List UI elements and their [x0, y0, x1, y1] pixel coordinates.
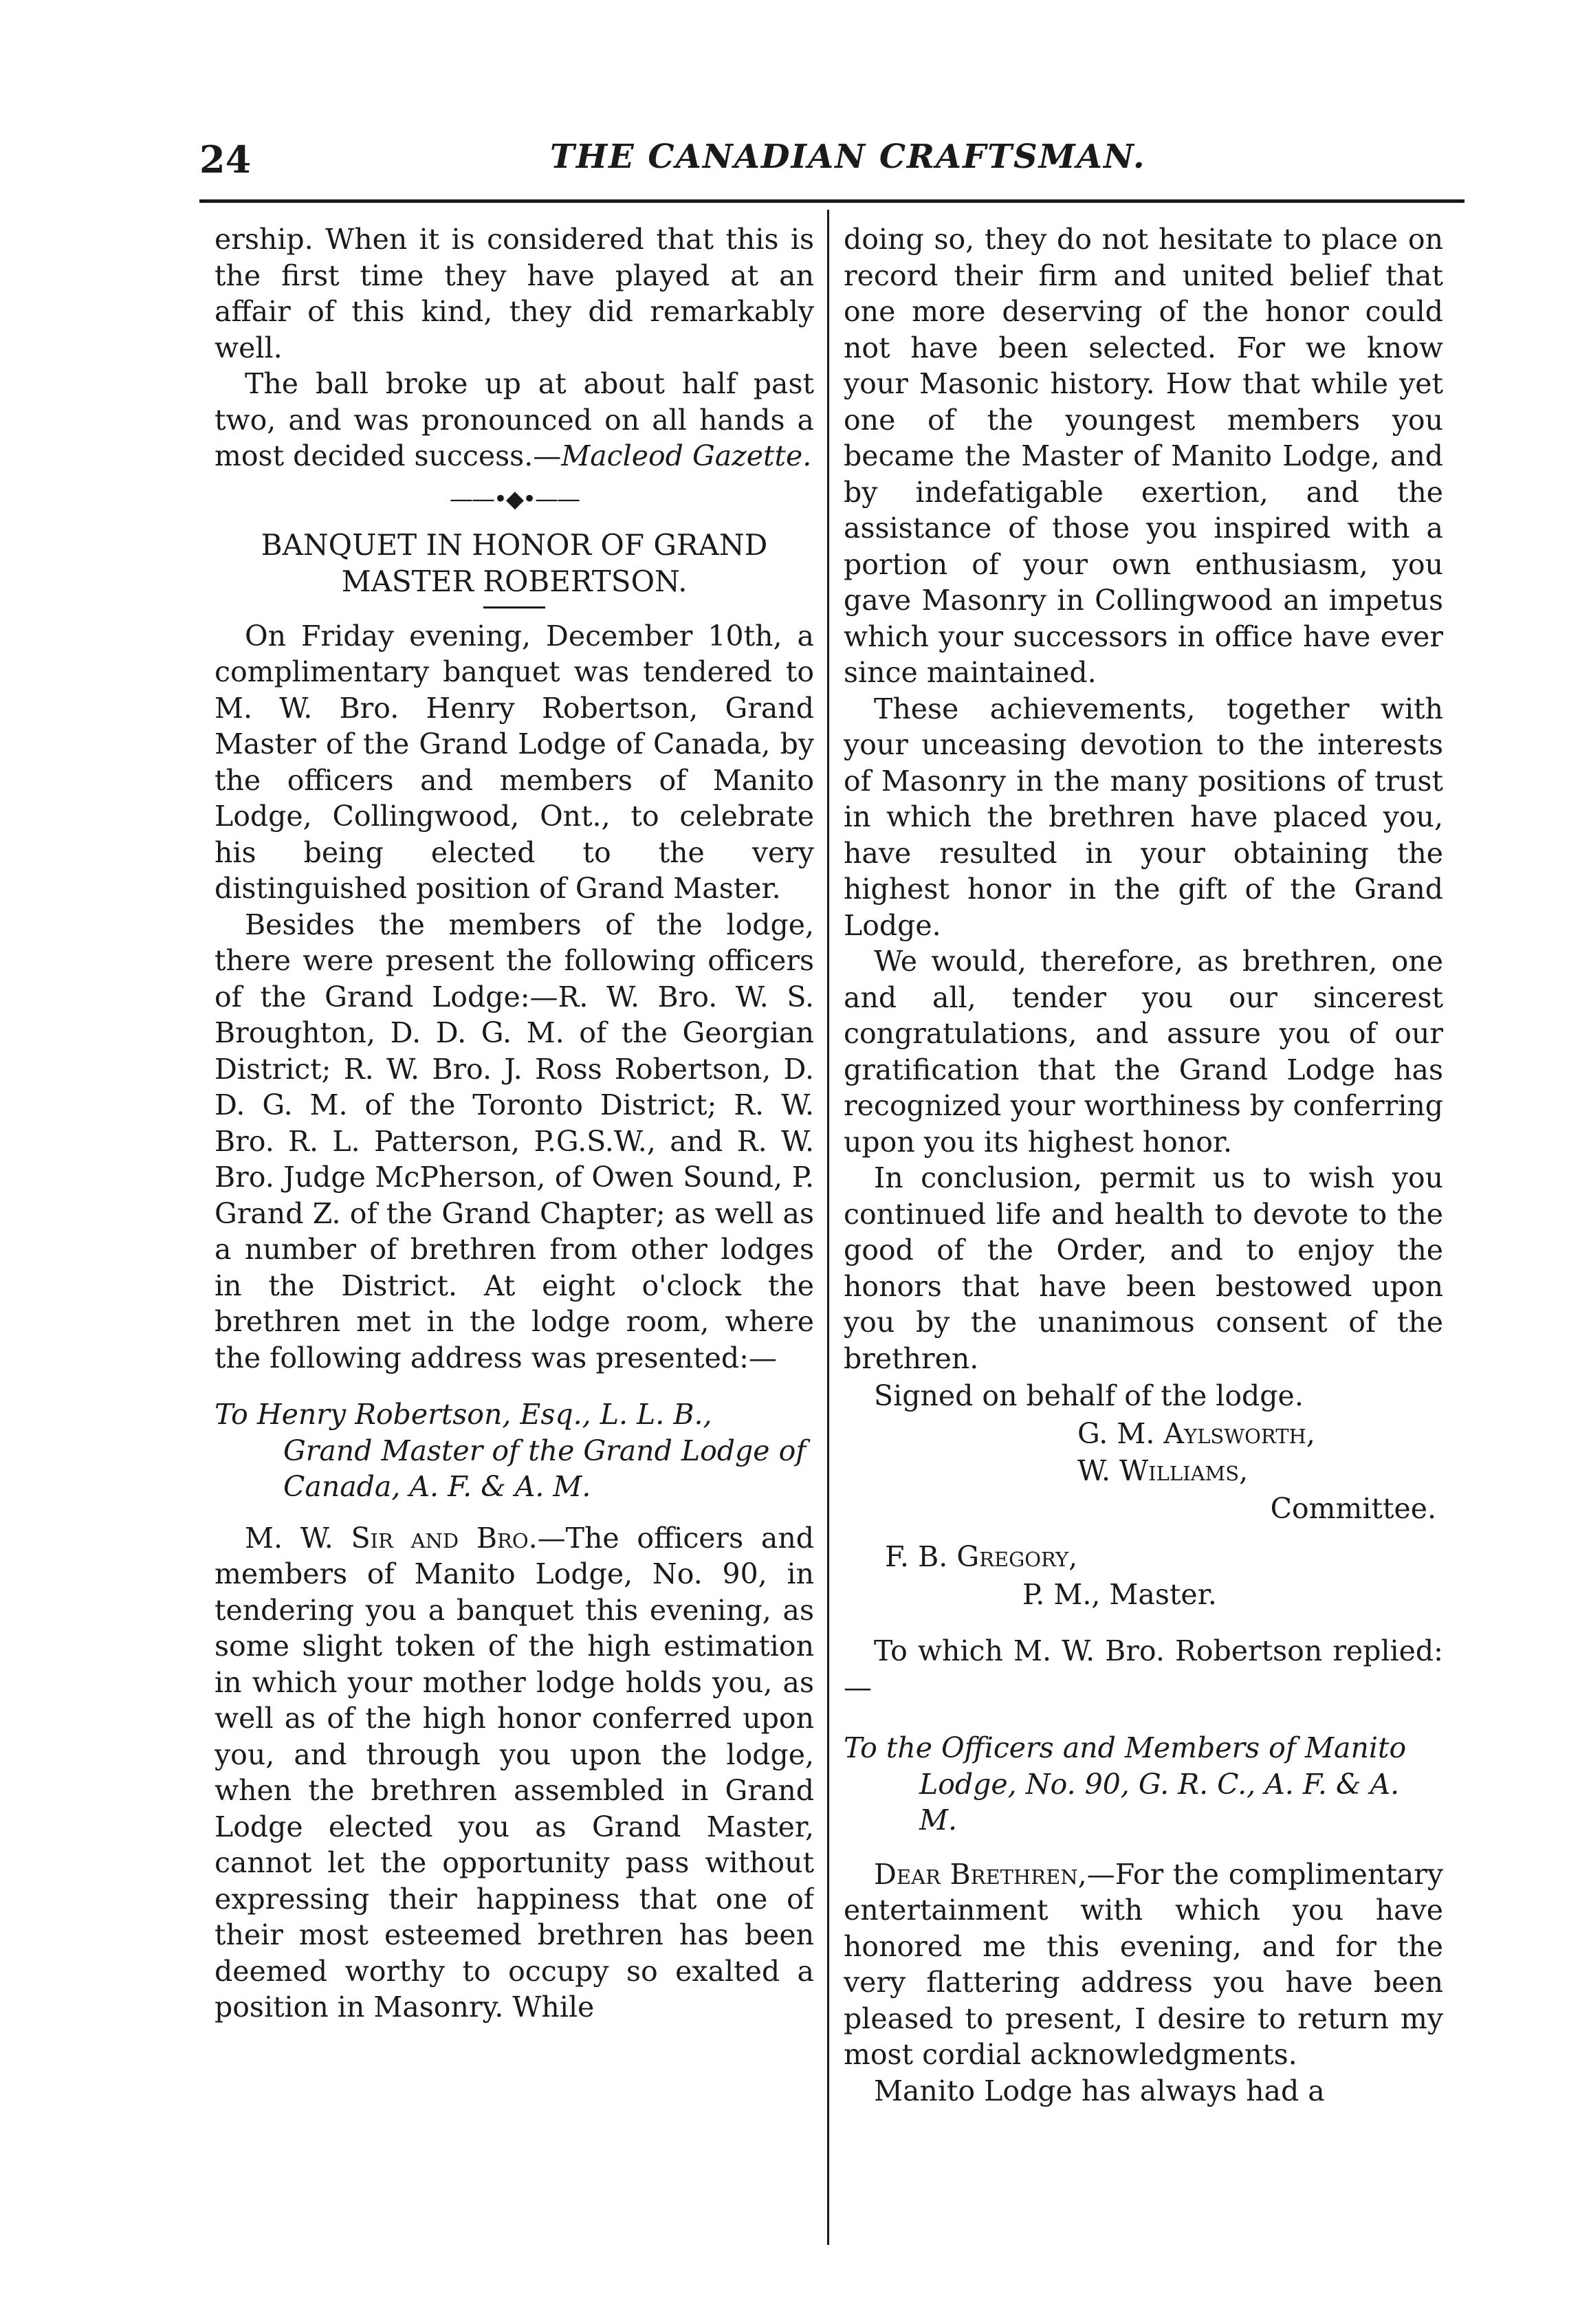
signatory-3: F. B. Gregory,	[885, 1540, 1078, 1573]
ball-paragraph	[215, 366, 814, 474]
ball-text: The ball broke up at about half past two, and was pronounced on all hands a most decided success.—	[215, 367, 814, 472]
address-heading-line2: Grand Master of the Grand Lodge of Canada, A. F. & A. M.	[283, 1434, 807, 1503]
address-heading	[215, 1396, 814, 1505]
reply-heading	[844, 1730, 1443, 1839]
reply-heading-line1: To the Officers and Members of Manito	[844, 1731, 1407, 1764]
tender-paragraph: We would, therefore, as brethren, one and all, tender you our sincerest congratulations, and assure you of our gratification that the Grand Lodge has recognized your worthiness by conferring upon you its highest honor.	[844, 945, 1443, 1159]
reply-intro: To which M. W. Bro. Robertson replied:—	[844, 1634, 1443, 1704]
continuation-paragraph: doing so, they do not hesitate to place on record their firm and united belief that one more deserving of the honor could not have been selected. For we know your Masonic history. How that while yet one of the youngest members you became the Master of Manito Lodge, and by indefatigable exertion, and the assistance of those you inspired with a portion of your own enthusiasm, you gave Masonry in Collingwood an impetus which your successors in office have ever since maintained.	[844, 223, 1443, 689]
source-credit: Macleod Gazette.	[561, 439, 812, 472]
section-ornament: ——•◆•——	[449, 485, 580, 513]
signatory-1: G. M. Aylsworth,	[1077, 1416, 1315, 1450]
intro-paragraph: On Friday evening, December 10th, a complimentary banquet was tendered to M. W. Bro. Henry Robertson, Grand Master of the Grand Lodge of Canada, by the officers and members of Manito Lodge, Collingwood, Ont., to celebrate his being elected to the very distinguished position of Grand Master.	[215, 619, 814, 905]
running-title: THE CANADIAN CRAFTSMAN.	[550, 138, 1146, 176]
signed-line: Signed on behalf of the lodge.	[874, 1379, 1304, 1412]
article-title: BANQUET IN HONOR OF GRAND MASTER ROBERTSON.	[261, 527, 768, 598]
column-divider	[827, 210, 829, 2245]
salutation: M. W. Sir and Bro.	[245, 1521, 538, 1555]
conclusion-paragraph: In conclusion, permit us to wish you continued life and health to devote to the good of the Order, and to enjoy the honors that have been bestowed upon you by the unanimous consent of the brethren.	[844, 1161, 1443, 1375]
reply-salutation: Dear Brethren,	[874, 1857, 1087, 1891]
committee-label: Committee.	[1270, 1491, 1436, 1525]
page-number: 24	[199, 138, 252, 182]
right-column	[844, 221, 1443, 2250]
reply-heading-line2: Lodge, No. 90, G. R. C., A. F. & A. M.	[919, 1767, 1400, 1837]
reply-paragraph	[844, 1856, 1443, 2073]
address-paragraph	[215, 1520, 814, 2026]
address-heading-line1: To Henry Robertson, Esq., L. L. B.,	[215, 1398, 712, 1431]
achievements-paragraph: These achievements, together with your unceasing devotion to the interests of Masonry in the many positions of trust in which the brethren have placed you, have resulted in your obtaining the highest honor in the gift of the Grand Lodge.	[844, 692, 1443, 942]
attendees-paragraph: Besides the members of the lodge, there were present the following officers of the Grand Lodge:—R. W. Bro. W. S. Broughton, D. D. G. M. of the Georgian District; R. W. Bro. J. Ross Robertson, D. D. G. M. of the Toronto District; R. W. Bro. R. L. Patterson, P.G.S.W., and R. W. Bro. Judge McPherson, of Owen Sound, P. Grand Z. of the Grand Chapter; as well as a number of brethren from other lodges in the District. At eight o'clock the brethren met in the lodge room, where the following address was presented:—	[215, 908, 814, 1374]
address-text: —The officers and members of Manito Lodge, No. 90, in tendering you a banquet this evening, as some slight token of the high estimation in which your mother lodge holds you, as well as of the high honor conferred upon you, and through you upon the lodge, when the brethren assembled in Grand Lodge elected you as Grand Master, cannot let the opportunity pass without expressing their happiness that one of their most esteemed brethren has been deemed worthy to occupy so exalted a position in Masonry. While	[215, 1521, 814, 2024]
closing-fragment: Manito Lodge has always had a	[874, 2074, 1325, 2107]
signatory-3-title: P. M., Master.	[1022, 1577, 1217, 1611]
signatory-2: W. Williams,	[1077, 1454, 1249, 1487]
header-rule	[199, 199, 1464, 203]
reply-text: —For the complimentary entertainment with which you have honored me this evening, and for the very flattering address you have been pleased to present, I desire to return my most cordial acknowledgments.	[844, 1857, 1443, 2071]
title-rule	[483, 606, 545, 609]
left-column	[215, 221, 814, 2250]
page-header	[199, 138, 1478, 193]
continuation-paragraph: ership. When it is considered that this is the first time they have played at an affair of this kind, they did remarkably well.	[215, 223, 814, 364]
